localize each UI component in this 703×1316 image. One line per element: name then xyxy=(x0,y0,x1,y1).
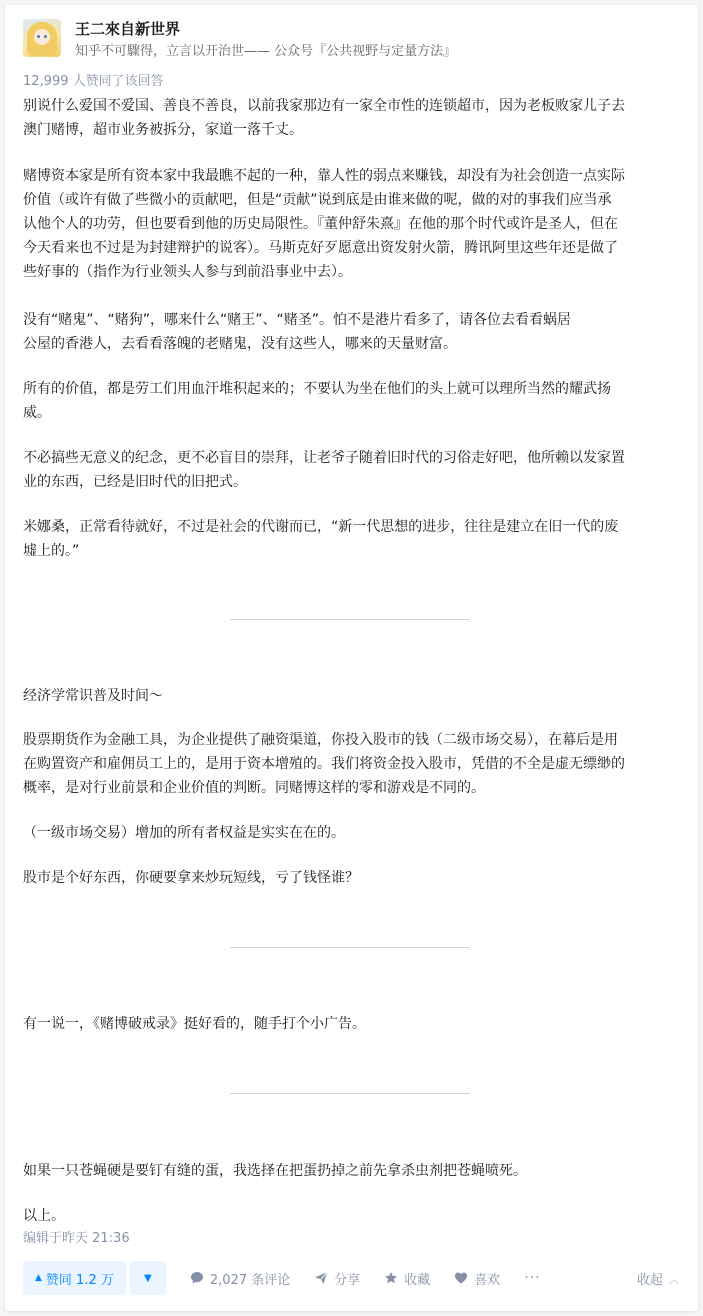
content-divider xyxy=(230,619,470,620)
triangle-up-icon: ▲ xyxy=(35,1273,42,1283)
comments-label: 2,027 条评论 xyxy=(209,1272,291,1288)
content-divider xyxy=(230,1093,470,1094)
paragraph: 赌博资本家是所有资本家中我最瞧不起的一种，靠人性的弱点来赚钱，却没有为社会创造一点实际 价值（或许有做了些微小的贡献吧，但是“贡献”说到底是由谁来做的呢，做的对的事我们应当承 认他个人的功劳，但也要看到他的历史局限性。『董仲舒朱熹』在他的那个时代或许是圣人，但在 今天看来也不过是为封建辩护的说客）。马斯克好歹愿意出资发射火箭，腾讯阿里这些年还是做了 些好事的（指作为行业领头人参与到前沿事业中去）。 xyxy=(23,168,625,280)
content-divider xyxy=(230,947,470,948)
upvote-label: 赞同 1.2 万 xyxy=(45,1272,114,1288)
action-bar xyxy=(23,1260,683,1296)
collapse-button[interactable] xyxy=(637,1269,679,1288)
author-name[interactable]: 王二來自新世界 xyxy=(75,20,181,38)
paragraph: 以上。 xyxy=(23,1208,65,1224)
paragraph: 别说什么爱国不爱国、善良不善良，以前我家那边有一家全市性的连锁超市，因为老板败家儿子去 澳门赌博，超市业务被拆分，家道一落千丈。 xyxy=(23,98,625,138)
chevron-up-icon: ︿ xyxy=(669,1274,679,1286)
upvote-button[interactable] xyxy=(23,1261,126,1295)
answer-card xyxy=(5,5,698,1311)
like-label: 喜欢 xyxy=(474,1272,501,1288)
triangle-down-icon: ▼ xyxy=(144,1272,152,1284)
upvote-summary[interactable]: 12,999 人赞同了该回答 xyxy=(23,74,164,89)
more-icon[interactable]: ··· xyxy=(524,1270,541,1286)
paragraph: 股市是个好东西，你硬要拿来炒玩短线，亏了钱怪谁？ xyxy=(23,870,359,886)
paragraph: 米娜桑，正常看待就好，不过是社会的代谢而已，“新一代思想的进步，往往是建立在旧一代的废 墟上的。” xyxy=(23,519,619,559)
comments-button[interactable] xyxy=(190,1269,290,1288)
paragraph: 所有的价值，都是劳工们用血汗堆积起来的；不要认为坐在他们的头上就可以理所当然的耀武扬 威。 xyxy=(23,381,611,421)
paragraph: 不必搞些无意义的纪念，更不必盲目的崇拜，让老爷子随着旧时代的习俗走好吧，他所赖以发家置 业的东西，已经是旧时代的旧把式。 xyxy=(23,450,625,490)
comment-icon xyxy=(190,1271,204,1285)
paragraph: 如果一只苍蝇硬是要钉有缝的蛋，我选择在把蛋扔掉之前先拿杀虫剂把苍蝇喷死。 xyxy=(23,1163,527,1179)
paragraph: 股票期货作为金融工具，为企业提供了融资渠道，你投入股市的钱（二级市场交易），在幕后是用 在购置资产和雇佣员工上的，是用于资本增殖的。我们将资金投入股市，凭借的不全是虚无缥缈的 概率，是对行业前景和企业价值的判断。同赌博这样的零和游戏是不同的。 xyxy=(23,732,625,796)
favorite-label: 收藏 xyxy=(404,1272,431,1288)
heart-icon xyxy=(454,1271,468,1285)
paragraph: （一级市场交易）增加的所有者权益是实实在在的。 xyxy=(23,825,345,841)
paragraph: 经济学常识普及时间～ xyxy=(23,688,163,704)
like-button[interactable] xyxy=(454,1269,500,1288)
star-icon xyxy=(384,1271,398,1285)
paragraph: 没有“赌鬼”、“赌狗”，哪来什么“赌王”、“赌圣”。怕不是港片看多了，请各位去看看蜗居 公屋的香港人，去看看落魄的老赌鬼，没有这些人，哪来的天量财富。 xyxy=(23,312,572,352)
edit-time[interactable]: 编辑于昨天 21:36 xyxy=(23,1231,130,1246)
share-label: 分享 xyxy=(334,1272,361,1288)
share-button[interactable] xyxy=(314,1269,360,1288)
share-icon xyxy=(314,1271,328,1285)
collapse-label: 收起 xyxy=(636,1272,663,1288)
author-headline: 知乎不可驟得，立言以开治世—— 公众号『公共视野与定量方法』 xyxy=(75,44,457,59)
favorite-button[interactable] xyxy=(384,1269,430,1288)
avatar[interactable] xyxy=(23,19,61,57)
downvote-button[interactable] xyxy=(130,1261,166,1295)
author-info xyxy=(23,19,456,61)
paragraph: 有一说一，《赌博破戒录》挺好看的，随手打个小广告。 xyxy=(23,1016,366,1032)
author-meta xyxy=(75,19,456,62)
